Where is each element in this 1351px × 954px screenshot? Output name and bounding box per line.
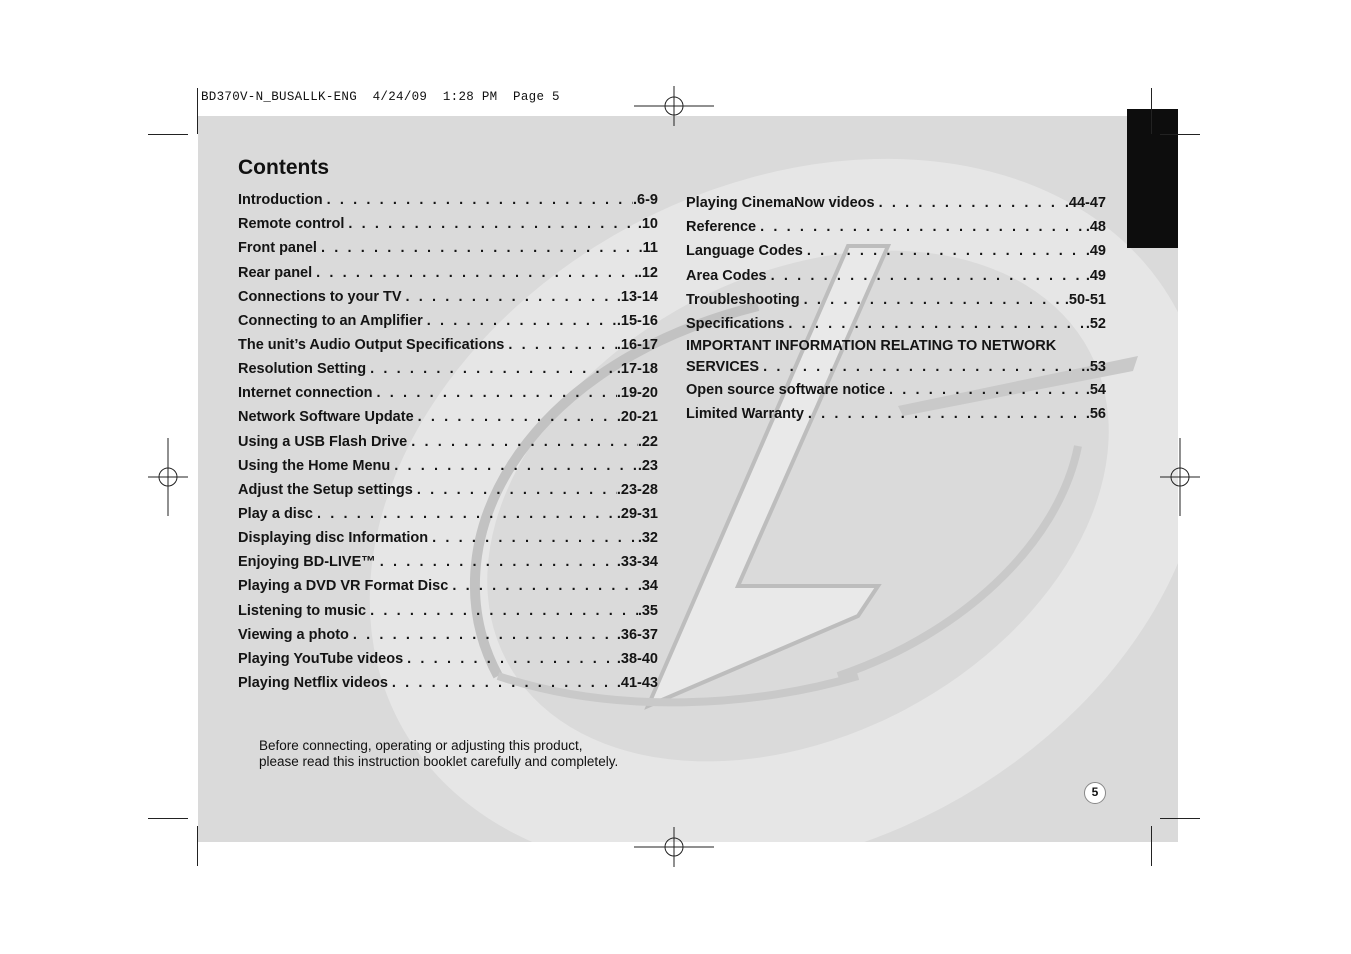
toc-entry-label: Playing a DVD VR Format Disc bbox=[238, 578, 449, 595]
section-tab bbox=[1127, 109, 1178, 248]
toc-leader-dots bbox=[418, 409, 617, 425]
toc-entry-label: Enjoying BD-LIVE™ bbox=[238, 554, 376, 571]
toc-entry-page: .23 bbox=[637, 457, 658, 474]
toc-entry-page: .33-34 bbox=[616, 554, 658, 571]
toc-leader-dots bbox=[321, 240, 639, 256]
toc-entry bbox=[238, 212, 658, 236]
toc-entry-label: Playing YouTube videos bbox=[238, 650, 404, 667]
toc-leader-dots bbox=[807, 243, 1086, 259]
toc-entry-page: .6-9 bbox=[633, 192, 658, 209]
toc-entry-page: .13-14 bbox=[616, 288, 658, 305]
toc-entry-page: .15-16 bbox=[616, 312, 658, 329]
toc-leader-dots bbox=[432, 530, 638, 546]
toc-entry-label: Adjust the Setup settings bbox=[238, 481, 413, 498]
toc-leader-dots bbox=[327, 192, 633, 208]
toc-entry bbox=[238, 381, 658, 405]
toc-entry-label: Connections to your TV bbox=[238, 288, 402, 305]
toc-entry-label: Playing CinemaNow videos bbox=[686, 195, 875, 212]
toc-entry-label: Listening to music bbox=[238, 602, 367, 619]
toc-entry-page: .32 bbox=[637, 530, 658, 547]
toc-entry-label: Front panel bbox=[238, 240, 317, 257]
toc-leader-dots bbox=[317, 506, 617, 522]
toc-entry-page: .44-47 bbox=[1064, 195, 1106, 212]
toc-left-column bbox=[238, 188, 658, 695]
toc-entry-label: Area Codes bbox=[686, 267, 767, 284]
toc-entry-page: .19-20 bbox=[616, 385, 658, 402]
toc-entry-page: .35 bbox=[637, 602, 658, 619]
toc-entry-label: Playing Netflix videos bbox=[238, 674, 388, 691]
toc-entry bbox=[238, 236, 658, 260]
toc-entry-page: .29-31 bbox=[616, 505, 658, 522]
toc-entry bbox=[686, 378, 1106, 402]
toc-entry bbox=[238, 647, 658, 671]
note-line-1: Before connecting, operating or adjusting this product, bbox=[259, 738, 583, 753]
toc-leader-dots bbox=[353, 627, 617, 643]
toc-entry bbox=[238, 598, 658, 622]
toc-leader-dots bbox=[316, 265, 638, 281]
toc-entry bbox=[238, 671, 658, 695]
toc-entry-page: .38-40 bbox=[616, 650, 658, 667]
toc-entry-label: Remote control bbox=[238, 216, 345, 233]
toc-entry-label: Viewing a photo bbox=[238, 626, 349, 643]
toc-entry bbox=[238, 454, 658, 478]
registration-mark-bottom bbox=[634, 827, 714, 867]
toc-entry bbox=[238, 502, 658, 526]
toc-entry bbox=[238, 333, 658, 357]
toc-leader-dots bbox=[394, 458, 638, 474]
toc-leader-dots bbox=[879, 195, 1065, 211]
toc-entry bbox=[686, 263, 1106, 287]
registration-mark-right bbox=[1160, 438, 1200, 516]
toc-entry-page: .56 bbox=[1085, 406, 1106, 423]
toc-entry-page: .36-37 bbox=[616, 626, 658, 643]
toc-entry-label: Rear panel bbox=[238, 264, 313, 281]
toc-entry bbox=[238, 357, 658, 381]
toc-leader-dots bbox=[380, 554, 617, 570]
toc-leader-dots bbox=[370, 361, 617, 377]
toc-leader-dots bbox=[804, 292, 1065, 308]
toc-entry bbox=[238, 526, 658, 550]
toc-leader-dots bbox=[452, 578, 638, 594]
toc-entry-page: .48 bbox=[1085, 219, 1106, 236]
toc-entry-label-line2: SERVICES bbox=[686, 358, 760, 375]
toc-entry bbox=[238, 260, 658, 284]
registration-mark-top bbox=[634, 86, 714, 126]
toc-entry-label: Play a disc bbox=[238, 505, 313, 522]
toc-entry-page: .23-28 bbox=[616, 481, 658, 498]
toc-entry bbox=[238, 405, 658, 429]
toc-entry-label-line1: IMPORTANT INFORMATION RELATING TO NETWORK bbox=[686, 337, 1057, 354]
toc-leader-dots bbox=[427, 313, 617, 329]
toc-entry bbox=[238, 623, 658, 647]
toc-entry-page: .10 bbox=[637, 216, 658, 233]
toc-entry bbox=[686, 191, 1106, 215]
toc-entry-page: .22 bbox=[637, 433, 658, 450]
instruction-note bbox=[259, 738, 618, 770]
toc-leader-dots bbox=[508, 337, 617, 353]
toc-entry bbox=[686, 239, 1106, 263]
toc-entry-label: Resolution Setting bbox=[238, 361, 367, 378]
toc-entry-label: Language Codes bbox=[686, 243, 803, 260]
page-title: Contents bbox=[238, 156, 329, 179]
toc-entry-network-services bbox=[686, 336, 1106, 378]
print-slug-line: BD370V-N_BUSALLK-ENG 4/24/09 1:28 PM Page 5 bbox=[201, 90, 560, 104]
note-line-2: please read this instruction booklet carefully and completely. bbox=[259, 754, 619, 769]
toc-leader-dots bbox=[370, 603, 638, 619]
toc-entry-label: Network Software Update bbox=[238, 409, 414, 426]
toc-entry-page: .52 bbox=[1085, 315, 1106, 332]
toc-entry bbox=[238, 188, 658, 212]
toc-leader-dots bbox=[348, 216, 637, 232]
toc-entry-label: Using the Home Menu bbox=[238, 457, 391, 474]
toc-entry-page: .17-18 bbox=[616, 361, 658, 378]
registration-mark-left bbox=[148, 438, 188, 516]
crop-mark bbox=[1151, 826, 1152, 866]
toc-entry bbox=[238, 574, 658, 598]
toc-entry-page: .34 bbox=[637, 578, 658, 595]
toc-entry bbox=[238, 309, 658, 333]
toc-entry-label: Connecting to an Amplifier bbox=[238, 312, 423, 329]
toc-leader-dots bbox=[763, 359, 1086, 375]
toc-entry-page: .12 bbox=[637, 264, 658, 281]
toc-entry bbox=[238, 285, 658, 309]
toc-entry bbox=[686, 312, 1106, 336]
crop-mark bbox=[197, 826, 198, 866]
toc-entry-label: Open source software notice bbox=[686, 381, 886, 398]
toc-entry-label: Introduction bbox=[238, 192, 323, 209]
toc-leader-dots bbox=[407, 651, 617, 667]
toc-entry-label: The unit’s Audio Output Specifications bbox=[238, 336, 505, 353]
toc-entry-page: .49 bbox=[1085, 243, 1106, 260]
toc-leader-dots bbox=[406, 289, 617, 305]
toc-entry bbox=[238, 429, 658, 453]
toc-entry-page: .41-43 bbox=[616, 674, 658, 691]
toc-leader-dots bbox=[889, 382, 1086, 398]
toc-entry-page: .11 bbox=[638, 240, 658, 257]
toc-entry-label: Troubleshooting bbox=[686, 291, 800, 308]
toc-leader-dots bbox=[417, 482, 617, 498]
crop-mark bbox=[148, 134, 188, 135]
toc-leader-dots bbox=[771, 268, 1086, 284]
toc-entry-page: .20-21 bbox=[616, 409, 658, 426]
toc-entry bbox=[686, 288, 1106, 312]
toc-leader-dots bbox=[808, 406, 1086, 422]
toc-entry-label: Using a USB Flash Drive bbox=[238, 433, 408, 450]
toc-entry-page: .54 bbox=[1085, 381, 1106, 398]
toc-leader-dots bbox=[411, 434, 638, 450]
toc-leader-dots bbox=[788, 316, 1086, 332]
page-number-badge: 5 bbox=[1084, 782, 1106, 804]
toc-entry-label: Internet connection bbox=[238, 385, 373, 402]
crop-mark bbox=[148, 818, 188, 819]
toc-leader-dots bbox=[760, 219, 1086, 235]
toc-entry-label: Limited Warranty bbox=[686, 406, 804, 423]
crop-mark bbox=[1151, 88, 1152, 134]
toc-leader-dots bbox=[392, 675, 617, 691]
toc-right-column bbox=[686, 191, 1106, 426]
crop-mark bbox=[197, 88, 198, 134]
crop-mark bbox=[1160, 818, 1200, 819]
toc-entry-label: Displaying disc Information bbox=[238, 530, 429, 547]
toc-entry-line2 bbox=[686, 356, 1106, 378]
toc-entry bbox=[238, 478, 658, 502]
toc-entry bbox=[686, 402, 1106, 426]
toc-entry bbox=[686, 215, 1106, 239]
toc-entry bbox=[238, 550, 658, 574]
toc-entry-label: Specifications bbox=[686, 315, 785, 332]
toc-entry-page: .16-17 bbox=[616, 336, 658, 353]
toc-entry-page: .53 bbox=[1085, 358, 1106, 375]
toc-entry-page: .49 bbox=[1085, 267, 1106, 284]
toc-leader-dots bbox=[377, 385, 617, 401]
crop-mark bbox=[1160, 134, 1200, 135]
toc-entry-label: Reference bbox=[686, 219, 757, 236]
toc-entry-page: .50-51 bbox=[1064, 291, 1106, 308]
